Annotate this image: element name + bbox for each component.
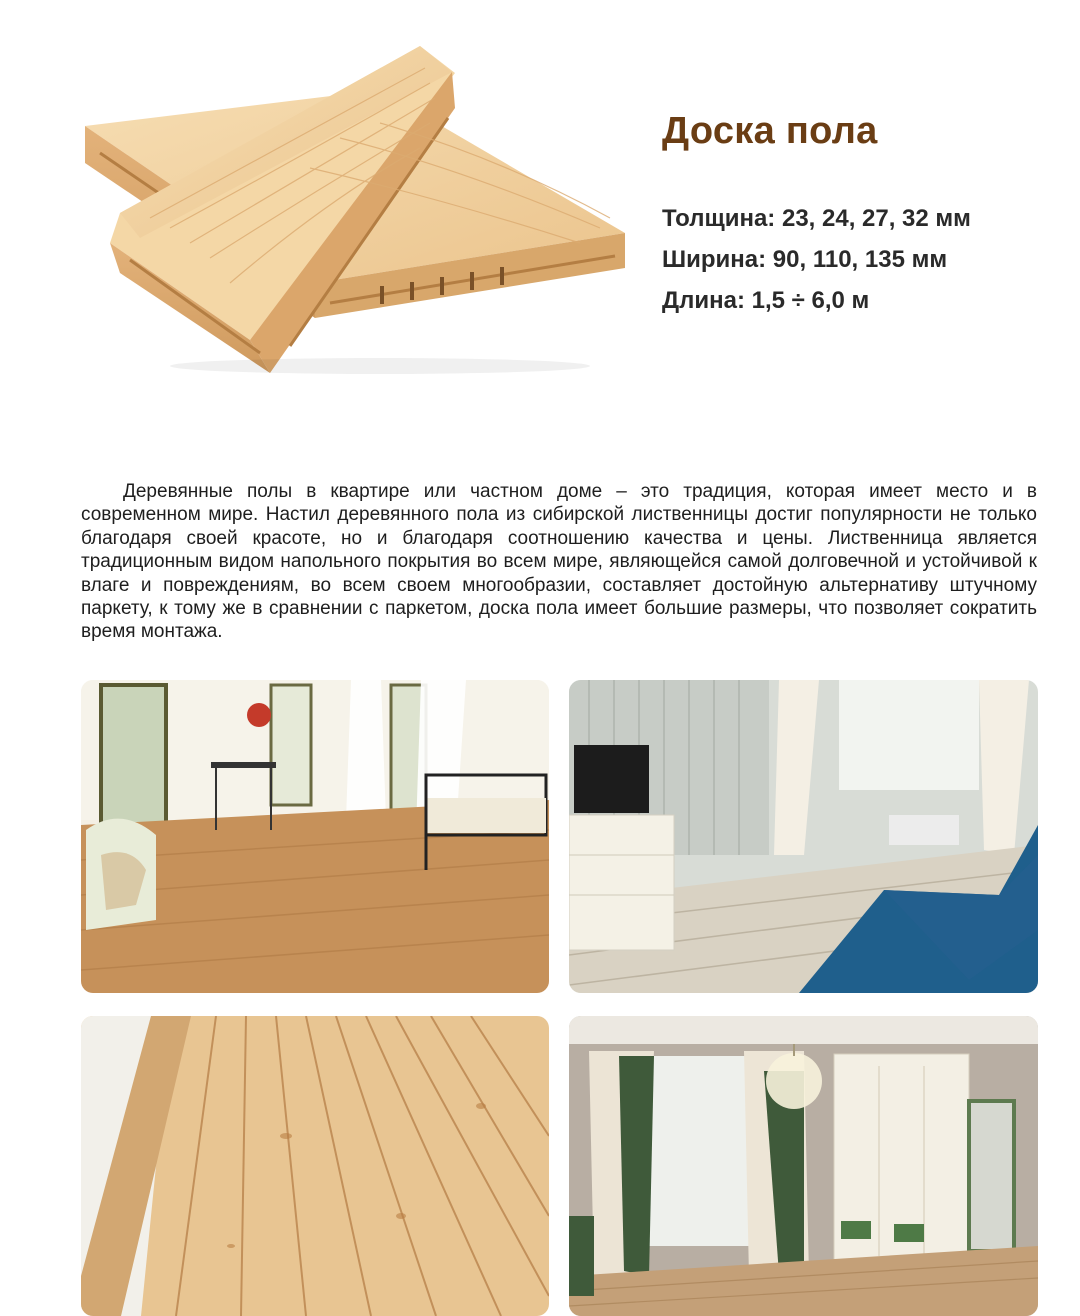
larch-floor-closeup-photo <box>81 1016 549 1316</box>
living-room-blue-sofa-photo <box>569 680 1038 993</box>
bedroom-chandelier-photo <box>569 1016 1038 1316</box>
spec-list <box>662 198 971 321</box>
bedroom-photo <box>81 680 549 993</box>
spec-thickness: Толщина: 23, 24, 27, 32 мм <box>662 205 971 232</box>
description-paragraph: Деревянные полы в квартире или частном доме – это традиция, которая имеет место и в современном мире. Настил деревянного пола из сибирской лиственницы достиг популярности не только благодаря своей красоте, но и благодаря соотношению качества и цены. Лиственница является традиционным видом напольного покрытия во всем мире, являющейся самой долговечной и устойчивой к влаге и повреждениям, во всем своем многообразии, составляет достойную альтернативу штучному паркету, к тому же в сравнении с паркетом, доска пола имеет большие размеры, что позволяет сократить время монтажа. <box>81 481 1037 643</box>
spec-length: Длина: 1,5 ÷ 6,0 м <box>662 287 870 314</box>
product-title: Доска пола <box>662 110 878 152</box>
spec-width: Ширина: 90, 110, 135 мм <box>662 246 948 273</box>
floor-boards-illustration <box>80 28 630 378</box>
